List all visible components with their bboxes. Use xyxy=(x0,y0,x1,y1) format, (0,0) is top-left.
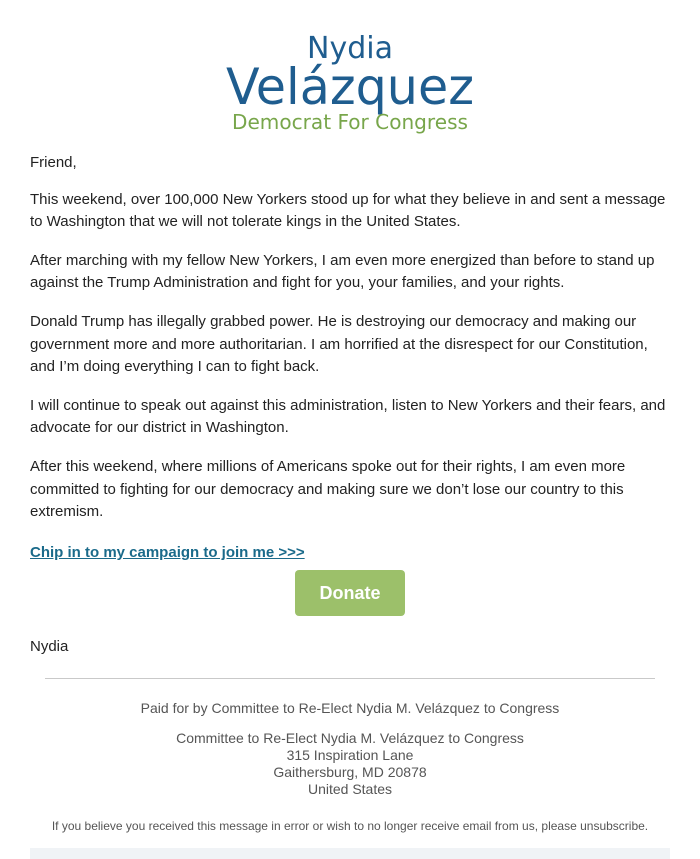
donate-button[interactable]: Donate xyxy=(295,570,405,616)
logo-tagline: Democrat For Congress xyxy=(232,110,468,134)
campaign-logo xyxy=(0,28,700,136)
address-line-city: Gaithersburg, MD 20878 xyxy=(273,764,427,780)
address-line-org: Committee to Re-Elect Nydia M. Velázquez to Congress xyxy=(176,730,524,746)
unsubscribe-notice[interactable]: If you believe you received this message in error or wish to no longer receive email from us, please unsubscribe. xyxy=(51,819,649,833)
greeting: Friend, xyxy=(30,154,77,171)
paragraph-1: This weekend, over 100,000 New Yorkers stood up for what they believe in and sent a message to Washington that we will not tolerate kings in the United States. xyxy=(30,190,666,231)
address-line-street: 315 Inspiration Lane xyxy=(286,747,414,763)
paragraph-3: Donald Trump has illegally grabbed power. He is destroying our democracy and making our government more and more authoritarian. I am horrified at the disrespect for our Constitution, and I’m doing everything I can to fight back. xyxy=(30,312,648,376)
logo-last-name: Velázquez xyxy=(226,58,474,116)
email-body xyxy=(30,152,670,540)
footer-divider xyxy=(45,678,655,679)
logo-graphic xyxy=(220,28,480,136)
paid-for-disclaimer: Paid for by Committee to Re-Elect Nydia M. Velázquez to Congress xyxy=(140,700,560,716)
logo-first-name: Nydia xyxy=(307,31,393,66)
chip-in-link[interactable]: Chip in to my campaign to join me >>> xyxy=(30,544,305,561)
paragraph-2: After marching with my fellow New Yorkers, I am even more energized than before to stand up against the Trump Administration and fight for you, your families, and your rights. xyxy=(30,251,655,292)
address-line-country: United States xyxy=(307,781,393,797)
paragraph-5: After this weekend, where millions of Americans spoke out for their rights, I am even more committed to fighting for our democracy and making sure we don’t lose our country to this extremism. xyxy=(30,457,626,521)
footer-bottom-bar xyxy=(30,848,670,859)
paragraph-4: I will continue to speak out against this administration, listen to New Yorkers and their fears, and advocate for our district in Washington. xyxy=(30,396,666,437)
mailing-address xyxy=(0,730,700,798)
signoff: Nydia xyxy=(30,638,69,655)
